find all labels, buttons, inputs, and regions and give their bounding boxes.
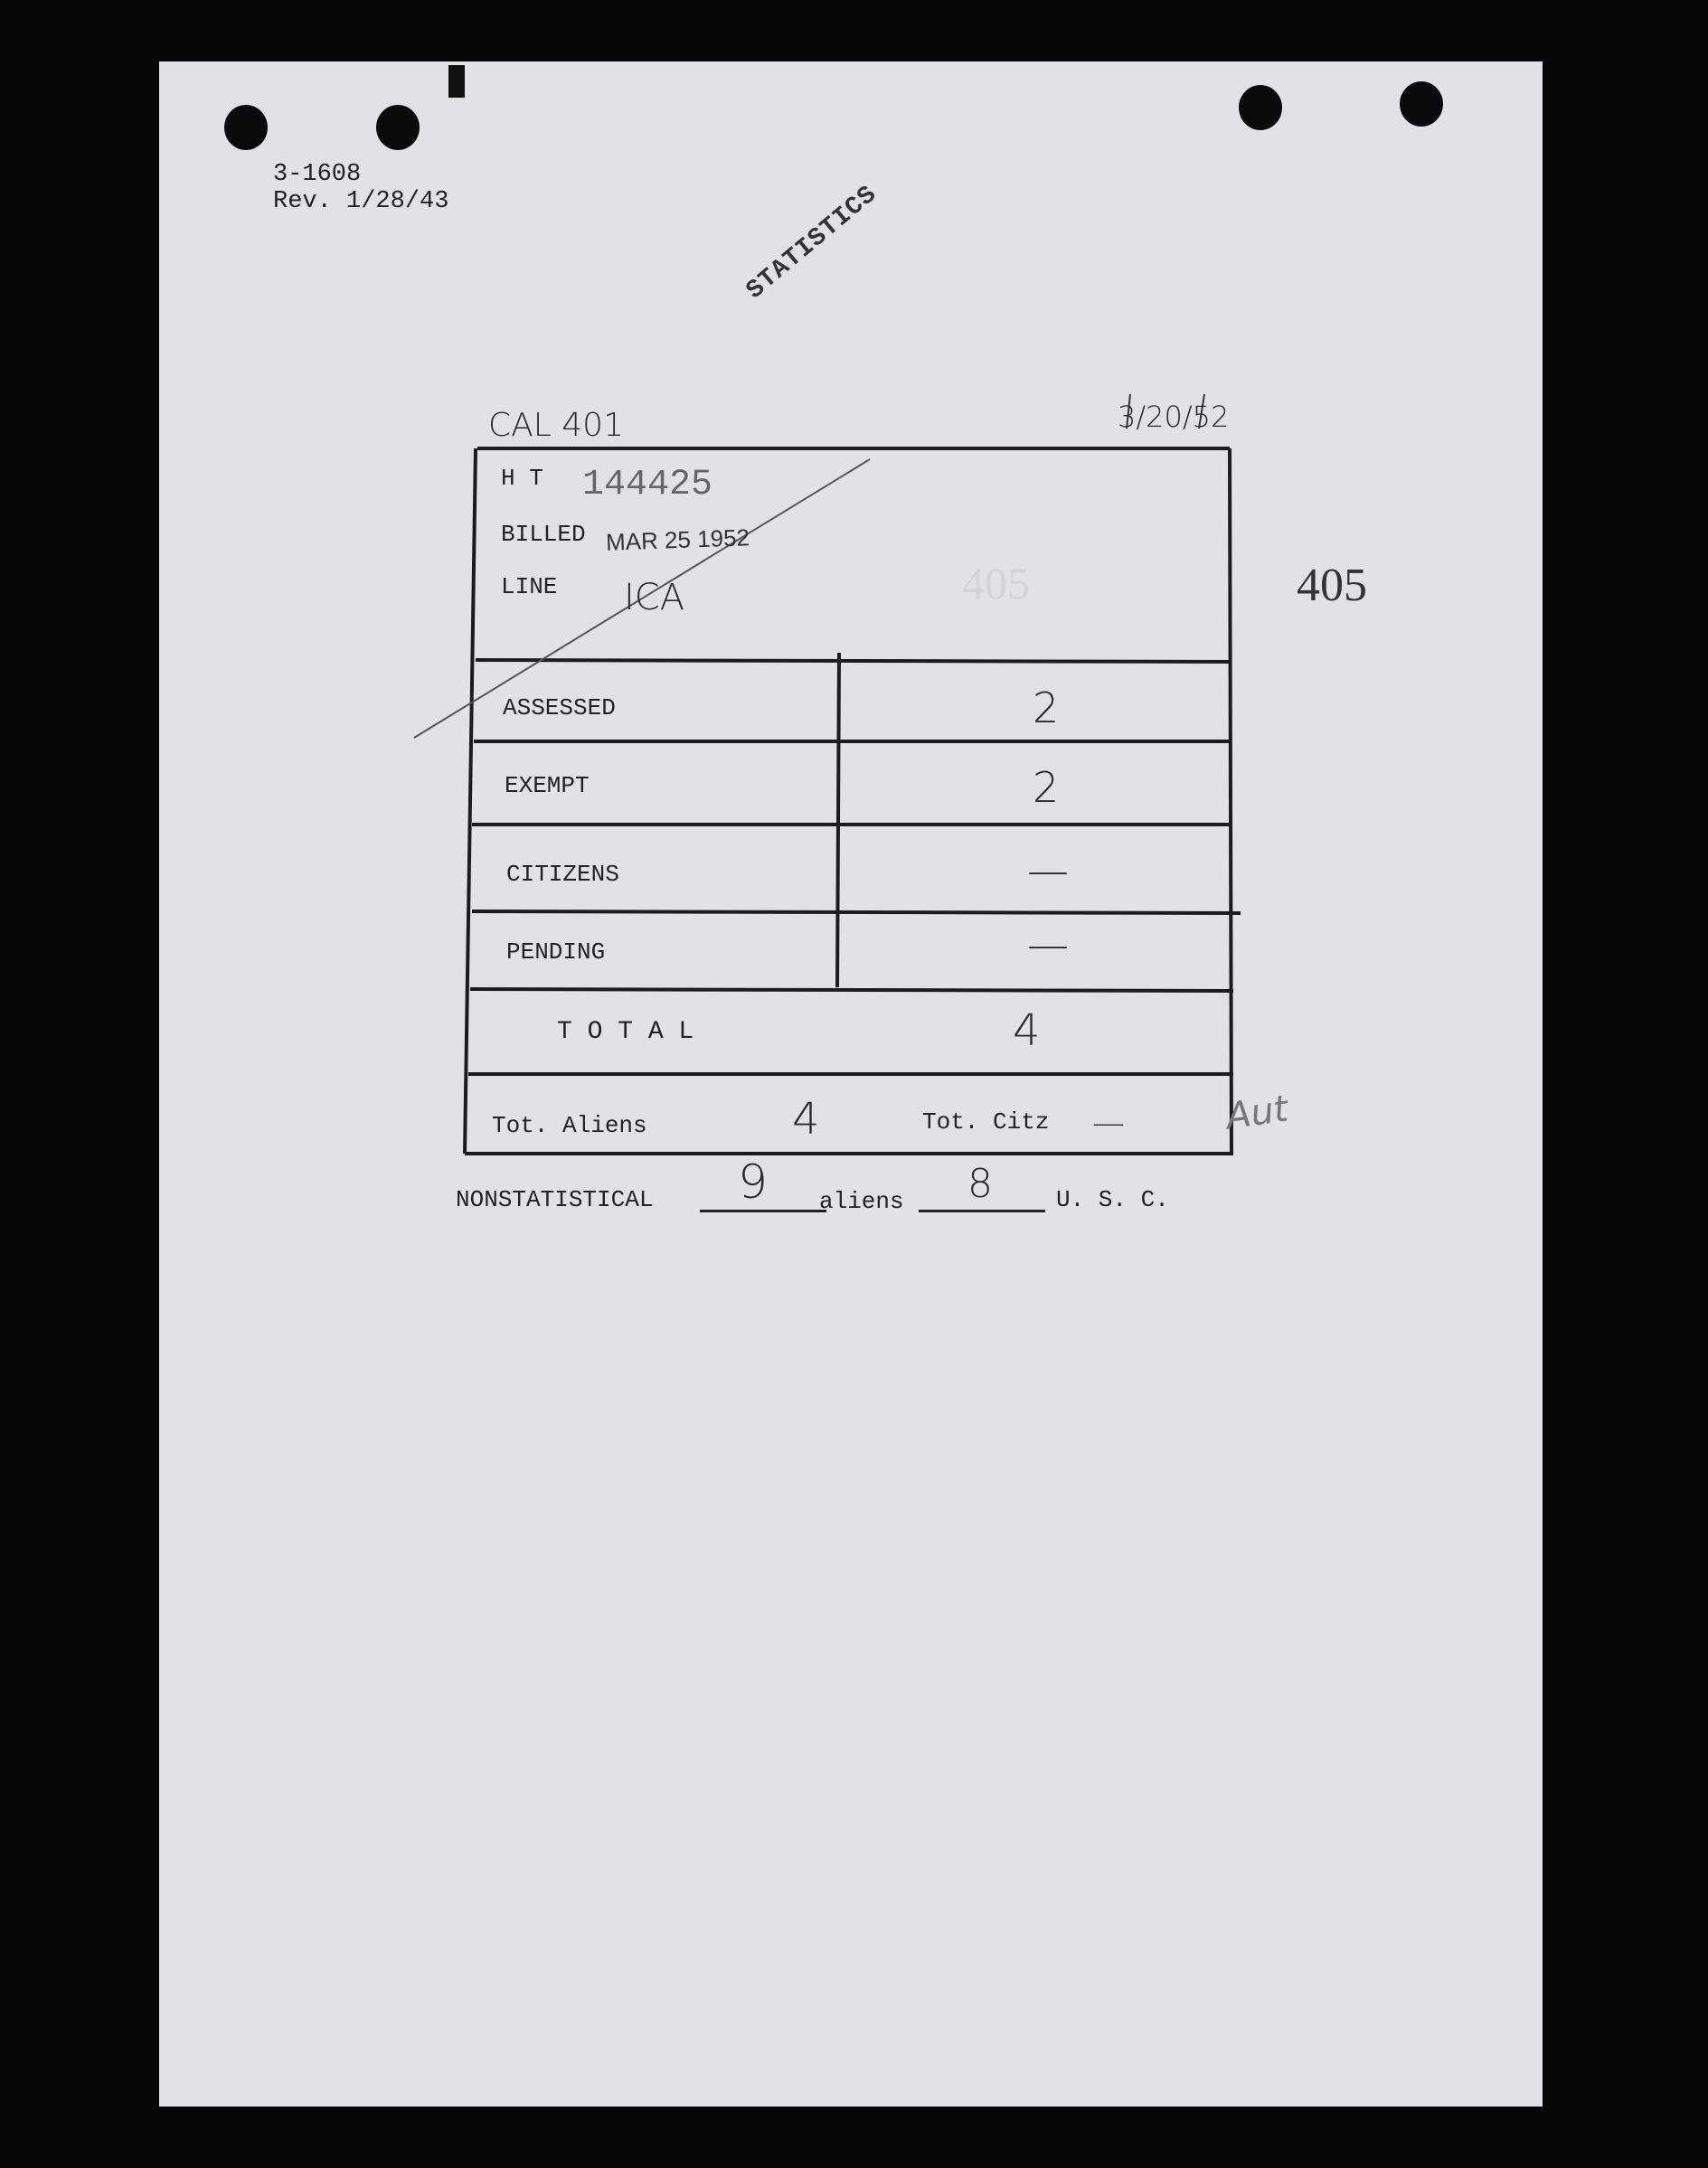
row-label-assessed: ASSESSED xyxy=(503,694,616,721)
tot-aliens-label: Tot. Aliens xyxy=(492,1112,647,1139)
ht-label: H T xyxy=(501,465,543,492)
row-value-pending: — xyxy=(1027,920,1069,969)
line-label: LINE xyxy=(501,573,558,600)
billed-date-stamp: MAR 25 1952 xyxy=(605,523,750,556)
date-note: 3/20/52 xyxy=(1118,400,1230,434)
total-label: T O T A L xyxy=(557,1018,694,1046)
nonstat-usc-value: 8 xyxy=(967,1161,993,1207)
faint-number: 405 xyxy=(962,558,1030,608)
tot-citz-label: Tot. Citz xyxy=(922,1108,1050,1136)
nonstat-aliens-label: aliens xyxy=(819,1188,904,1215)
row-value-citizens: — xyxy=(1027,846,1069,895)
nonstat-aliens-underline xyxy=(700,1210,826,1212)
nonstat-aliens-value: 9 xyxy=(738,1155,769,1210)
port-note: CAL 401 xyxy=(488,407,624,444)
document-page xyxy=(159,61,1543,2107)
statistics-table xyxy=(159,61,1543,2107)
initials: Aut xyxy=(1223,1088,1291,1138)
total-value: 4 xyxy=(1013,1005,1041,1056)
billed-label: BILLED xyxy=(501,521,586,548)
line-value: ICA xyxy=(624,577,685,618)
row-label-pending: PENDING xyxy=(506,938,606,966)
side-number: 405 xyxy=(1297,560,1367,611)
row-label-citizens: CITIZENS xyxy=(506,861,619,888)
nonstat-usc-underline xyxy=(919,1210,1045,1212)
form-revision: Rev. 1/28/43 xyxy=(273,188,449,215)
tot-citz-value: — xyxy=(1092,1105,1125,1142)
usc-label: U. S. C. xyxy=(1056,1186,1169,1213)
statistics-stamp: STATISTICS xyxy=(741,180,883,306)
ht-value: 144425 xyxy=(582,465,713,505)
form-number: 3-1608 xyxy=(273,161,362,188)
row-value-assessed: 2 xyxy=(1033,683,1060,732)
row-value-exempt: 2 xyxy=(1033,763,1060,812)
row-label-exempt: EXEMPT xyxy=(505,772,590,799)
tot-aliens-value: 4 xyxy=(792,1094,820,1145)
nonstatistical-label: NONSTATISTICAL xyxy=(456,1186,654,1213)
